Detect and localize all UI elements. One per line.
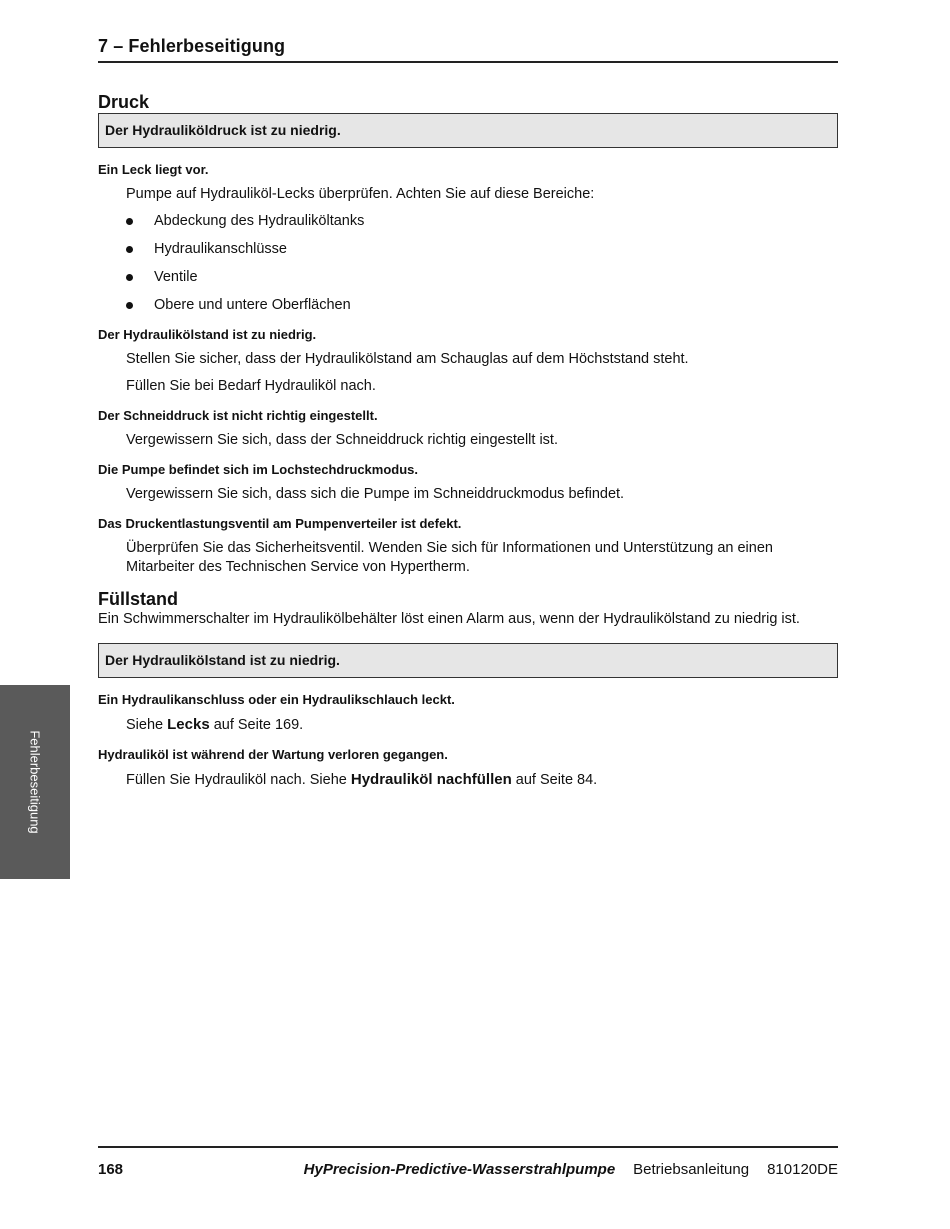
page-number: 168 xyxy=(98,1161,124,1178)
remedy-text: Stellen Sie sicher, dass der Hydraulikölstand am Schauglas auf dem Höchststand steht. xyxy=(126,351,689,367)
section-title-druck: Druck xyxy=(98,92,150,112)
remedy-text: Überprüfen Sie das Sicherheitsventil. Wenden Sie sich für Informationen und Unterstützung an einen Mitarbeiter des Technischen Service von Hypertherm. xyxy=(126,540,773,575)
list-item-label: Obere und untere Oberflächen xyxy=(154,297,351,313)
chapter-side-tab xyxy=(0,685,70,879)
remedy-text: Pumpe auf Hydrauliköl-Lecks überprüfen. Achten Sie auf diese Bereiche: xyxy=(126,186,595,202)
remedy-text xyxy=(126,715,838,735)
list-item xyxy=(126,240,838,259)
list-item xyxy=(126,212,838,231)
list-item-label: Abdeckung des Hydrauliköltanks xyxy=(154,213,365,229)
cause-heading: Ein Hydraulikanschluss oder ein Hydraulikschlauch leckt. xyxy=(98,692,455,707)
bullet-icon xyxy=(126,274,133,281)
document-code: 810120DE xyxy=(767,1161,838,1178)
remedy-text-suffix: auf Seite 169. xyxy=(209,717,304,733)
list-item-label: Ventile xyxy=(154,269,198,285)
cause-heading: Das Druckentlastungsventil am Pumpenverteiler ist defekt. xyxy=(98,516,462,531)
list-item xyxy=(126,296,838,315)
remedy-text-prefix: Siehe xyxy=(126,717,168,733)
bullet-icon xyxy=(126,218,133,225)
product-name: HyPrecision-Predictive-Wasserstrahlpumpe xyxy=(303,1161,616,1178)
chapter-title: 7 – Fehlerbeseitigung xyxy=(98,36,286,56)
side-tab-label: Fehlerbeseitigung xyxy=(27,730,43,834)
section-title-fuellstand: Füllstand xyxy=(98,589,178,609)
list-item-label: Hydraulikanschlüsse xyxy=(154,241,287,257)
remedy-text-prefix: Füllen Sie Hydrauliköl nach. Siehe xyxy=(126,772,351,788)
page-header xyxy=(98,36,838,63)
remedy-text: Vergewissern Sie sich, dass der Schneiddruck richtig eingestellt ist. xyxy=(126,432,558,448)
page-content xyxy=(98,92,838,802)
cause-heading: Ein Leck liegt vor. xyxy=(98,162,209,177)
remedy-text xyxy=(126,770,838,790)
problem-box: Der Hydraulikölstand ist zu niedrig. xyxy=(98,643,838,678)
problem-box: Der Hydrauliköldruck ist zu niedrig. xyxy=(98,113,838,148)
cause-heading: Der Schneiddruck ist nicht richtig eingestellt. xyxy=(98,408,378,423)
document-type: Betriebsanleitung xyxy=(633,1161,750,1178)
section-intro: Ein Schwimmerschalter im Hydraulikölbehälter löst einen Alarm aus, wenn der Hydraulikölstand zu niedrig ist. xyxy=(98,611,800,627)
bullet-icon xyxy=(126,246,133,253)
page-footer xyxy=(98,1146,838,1178)
remedy-text: Füllen Sie bei Bedarf Hydrauliköl nach. xyxy=(126,378,376,394)
remedy-text-suffix: auf Seite 84. xyxy=(511,772,598,788)
bullet-list xyxy=(126,212,838,315)
list-item xyxy=(126,268,838,287)
bullet-icon xyxy=(126,302,133,309)
cross-reference-link[interactable]: Lecks xyxy=(167,716,210,733)
cause-heading: Die Pumpe befindet sich im Lochstechdruckmodus. xyxy=(98,462,419,477)
remedy-text: Vergewissern Sie sich, dass sich die Pumpe im Schneiddruckmodus befindet. xyxy=(126,486,625,502)
cross-reference-link[interactable]: Hydrauliköl nachfüllen xyxy=(350,771,512,788)
cause-heading: Hydrauliköl ist während der Wartung verloren gegangen. xyxy=(98,747,448,762)
cause-heading: Der Hydraulikölstand ist zu niedrig. xyxy=(98,327,317,342)
